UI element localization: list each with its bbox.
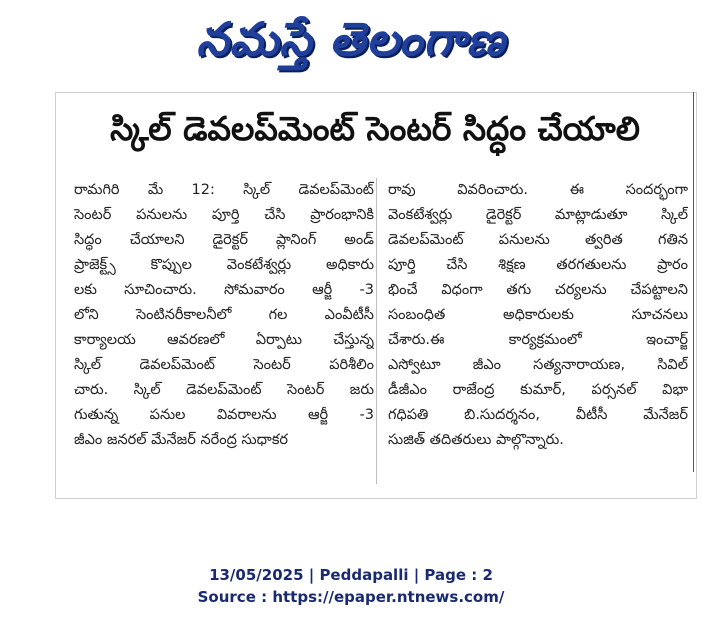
footer-source: Source : https://epaper.ntnews.com/: [197, 588, 505, 606]
column-line: సంబంధిత అధికారులకు సూచనలు: [388, 307, 688, 323]
column-line: జీఎం జనరల్ మేనేజర్ నరేంద్ర సుధాకర: [74, 432, 288, 448]
masthead-title: నమస్తే తెలంగాణ: [196, 12, 506, 66]
column-line: చారు. స్కిల్ డెవలప్‌మెంట్ సెంటర్ జరు: [74, 382, 374, 398]
column-line: గుతున్న పనుల వివరాలను ఆర్జీ -3: [74, 407, 374, 423]
article-column-right: [388, 178, 688, 453]
column-line: ఎస్వోటూ జీఎం సత్యనారాయణ, సివిల్: [388, 357, 688, 373]
column-line: పూర్తి చేసి శిక్షణ తరగతులను ప్రారం: [388, 257, 688, 273]
column-line: ప్రాజెక్ట్స్ కొప్పుల వెంకటేశ్వర్లు అధికారు: [74, 257, 374, 273]
footer-date-edition: 13/05/2025 | Peddapalli | Page : 2: [209, 566, 493, 584]
column-line: డీజీఎం రాజేంద్ర కుమార్, పర్సనల్ విభా: [388, 382, 688, 398]
column-line: లకు సూచించారు. సోమవారం ఆర్జీ -3: [74, 282, 374, 298]
column-line: స్కిల్ డెవలప్‌మెంట్ సెంటర్ పరిశీలిం: [74, 357, 374, 373]
column-line: కార్యాలయ ఆవరణలో ఏర్పాటు చేస్తున్న: [74, 332, 374, 348]
column-line: సిద్ధం చేయాలని డైరెక్టర్ ప్లానింగ్ అండ్: [74, 232, 374, 248]
column-line: చేశారు.ఈ కార్యక్రమంలో ఇంచార్జ్: [388, 332, 688, 348]
column-line: వెంకటేశ్వర్లు డైరెక్టర్ మాట్లాడుతూ స్కిల్: [388, 207, 688, 223]
newspaper-masthead: [0, 10, 702, 80]
column-line: భించే విధంగా తగు చర్యలను చేపట్టాలని: [388, 282, 688, 298]
column-line: డెవలప్‌మెంట్ పనులను త్వరిత గతిన: [388, 232, 688, 248]
frame-edge-line: [693, 92, 694, 472]
column-line: రామగిరి మే 12: స్కిల్ డెవలప్‌మెంట్: [74, 182, 374, 198]
column-line: రావు వివరించారు. ఈ సందర్భంగా: [388, 182, 688, 198]
column-line: సుజిత్ తదితరులు పాల్గొన్నారు.: [388, 432, 564, 448]
column-divider: [376, 178, 377, 484]
article-headline: [60, 104, 690, 160]
column-line: లోని సెంటినరీకాలనీలో గల ఎంవీటీసీ: [74, 307, 374, 323]
column-line: సెంటర్ పనులను పూర్తి చేసి ప్రారంభానికి: [74, 207, 374, 223]
column-line: గధిపతి బి.సుదర్శనం, వీటీసీ మేనేజర్: [388, 407, 688, 423]
headline-text: స్కిల్ డెవలప్‌మెంట్ సెంటర్ సిద్ధం చేయాలి: [110, 108, 640, 148]
article-column-left: [74, 178, 374, 453]
